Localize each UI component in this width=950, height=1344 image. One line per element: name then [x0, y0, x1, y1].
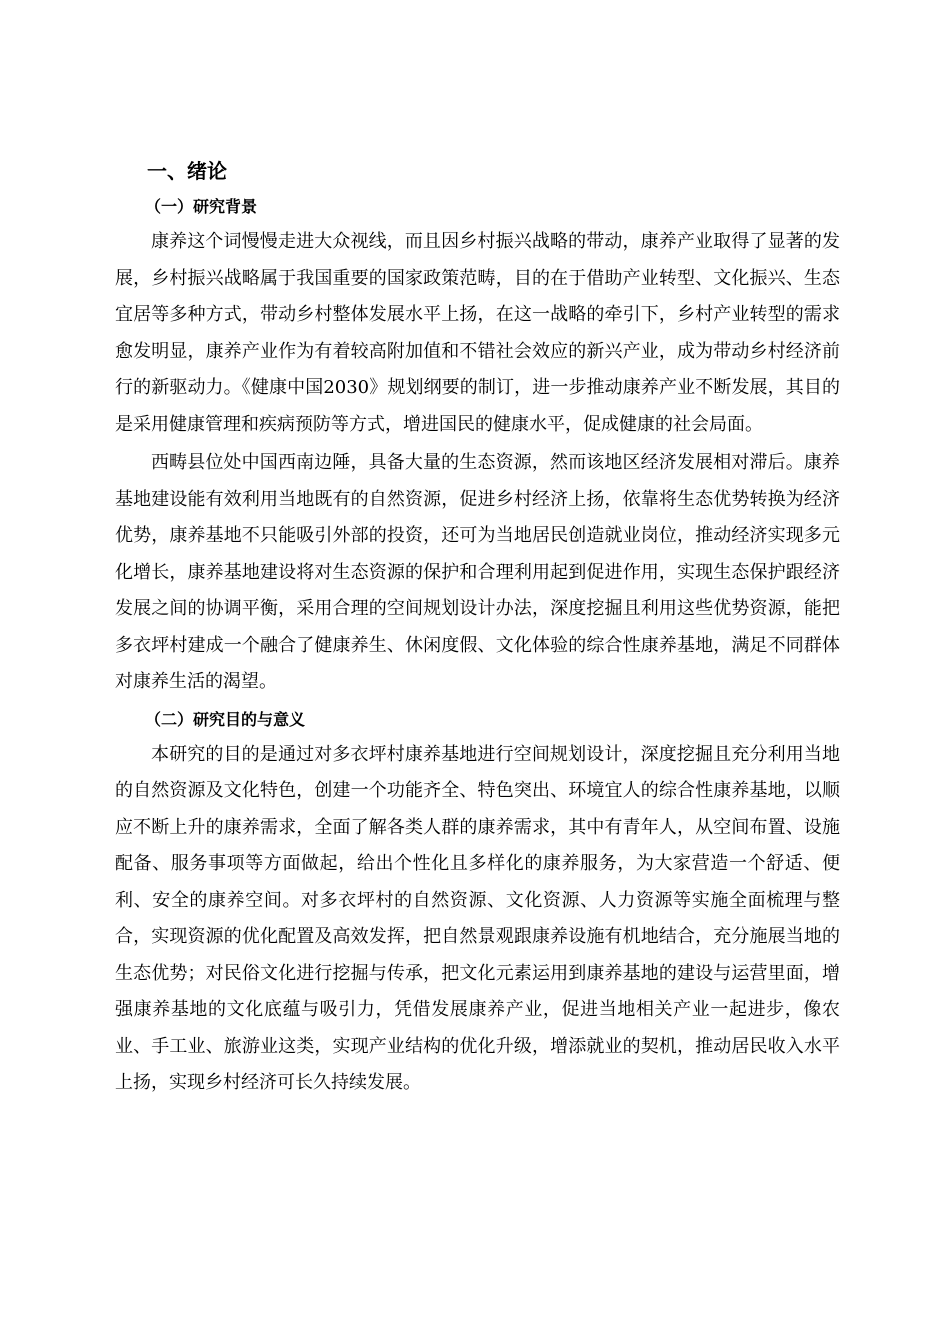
- chapter-heading: 一、绪论: [147, 159, 227, 183]
- paragraph-background-2: 西畴县位处中国西南边陲，具备大量的生态资源，然而该地区经济发展相对滞后。康养基地建设能有效利用当地既有的自然资源，促进乡村经济上扬，依靠将生态优势转换为经济优势，康养基地不只能吸引外部的投资，还可为当地居民创造就业岗位，推动经济实现多元化增长，康养基地建设将对生态资源的保护和合理利用起到促进作用，实现生态保护跟经济发展之间的协调平衡，采用合理的空间规划设计办法，深度挖掘且利用这些优势资源，能把多衣坪村建成一个融合了健康养生、休闲度假、文化体验的综合性康养基地，满足不同群体对康养生活的渴望。: [115, 452, 840, 692]
- section-heading-purpose: （二）研究目的与意义: [145, 709, 306, 729]
- section-heading-background: （一）研究背景: [145, 197, 258, 216]
- document-body: [115, 152, 840, 1102]
- paragraph-background-1: 康养这个词慢慢走进大众视线，而且因乡村振兴战略的带动，康养产业取得了显著的发展，乡村振兴战略属于我国重要的国家政策范畴，目的在于借助产业转型、文化振兴、生态宜居等多种方式，带动乡村整体发展水平上扬，在这一战略的牵引下，乡村产业转型的需求愈发明显，康养产业作为有着较高附加值和不错社会效应的新兴产业，成为带动乡村经济前行的新驱动力。《健康中国2030》规划纲要的制订，进一步推动康养产业不断发展，其目的是采用健康管理和疾病预防等方式，增进国民的健康水平，促成健康的社会局面。: [115, 231, 840, 435]
- paragraph-purpose-1: 本研究的目的是通过对多衣坪村康养基地进行空间规划设计，深度挖掘且充分利用当地的自然资源及文化特色，创建一个功能齐全、特色突出、环境宜人的综合性康养基地，以顺应不断上升的康养需求，全面了解各类人群的康养需求，其中有青年人，从空间布置、设施配备、服务事项等方面做起，给出个性化且多样化的康养服务，为大家营造一个舒适、便利、安全的康养空间。对多衣坪村的自然资源、文化资源、人力资源等实施全面梳理与整合，实现资源的优化配置及高效发挥，把自然景观跟康养设施有机地结合，充分施展当地的生态优势；对民俗文化进行挖掘与传承，把文化元素运用到康养基地的建设与运营里面，增强康养基地的文化底蕴与吸引力，凭借发展康养产业，促进当地相关产业一起进步，像农业、手工业、旅游业这类，实现产业结构的优化升级，增添就业的契机，推动居民收入水平上扬，实现乡村经济可长久持续发展。: [115, 743, 840, 1093]
